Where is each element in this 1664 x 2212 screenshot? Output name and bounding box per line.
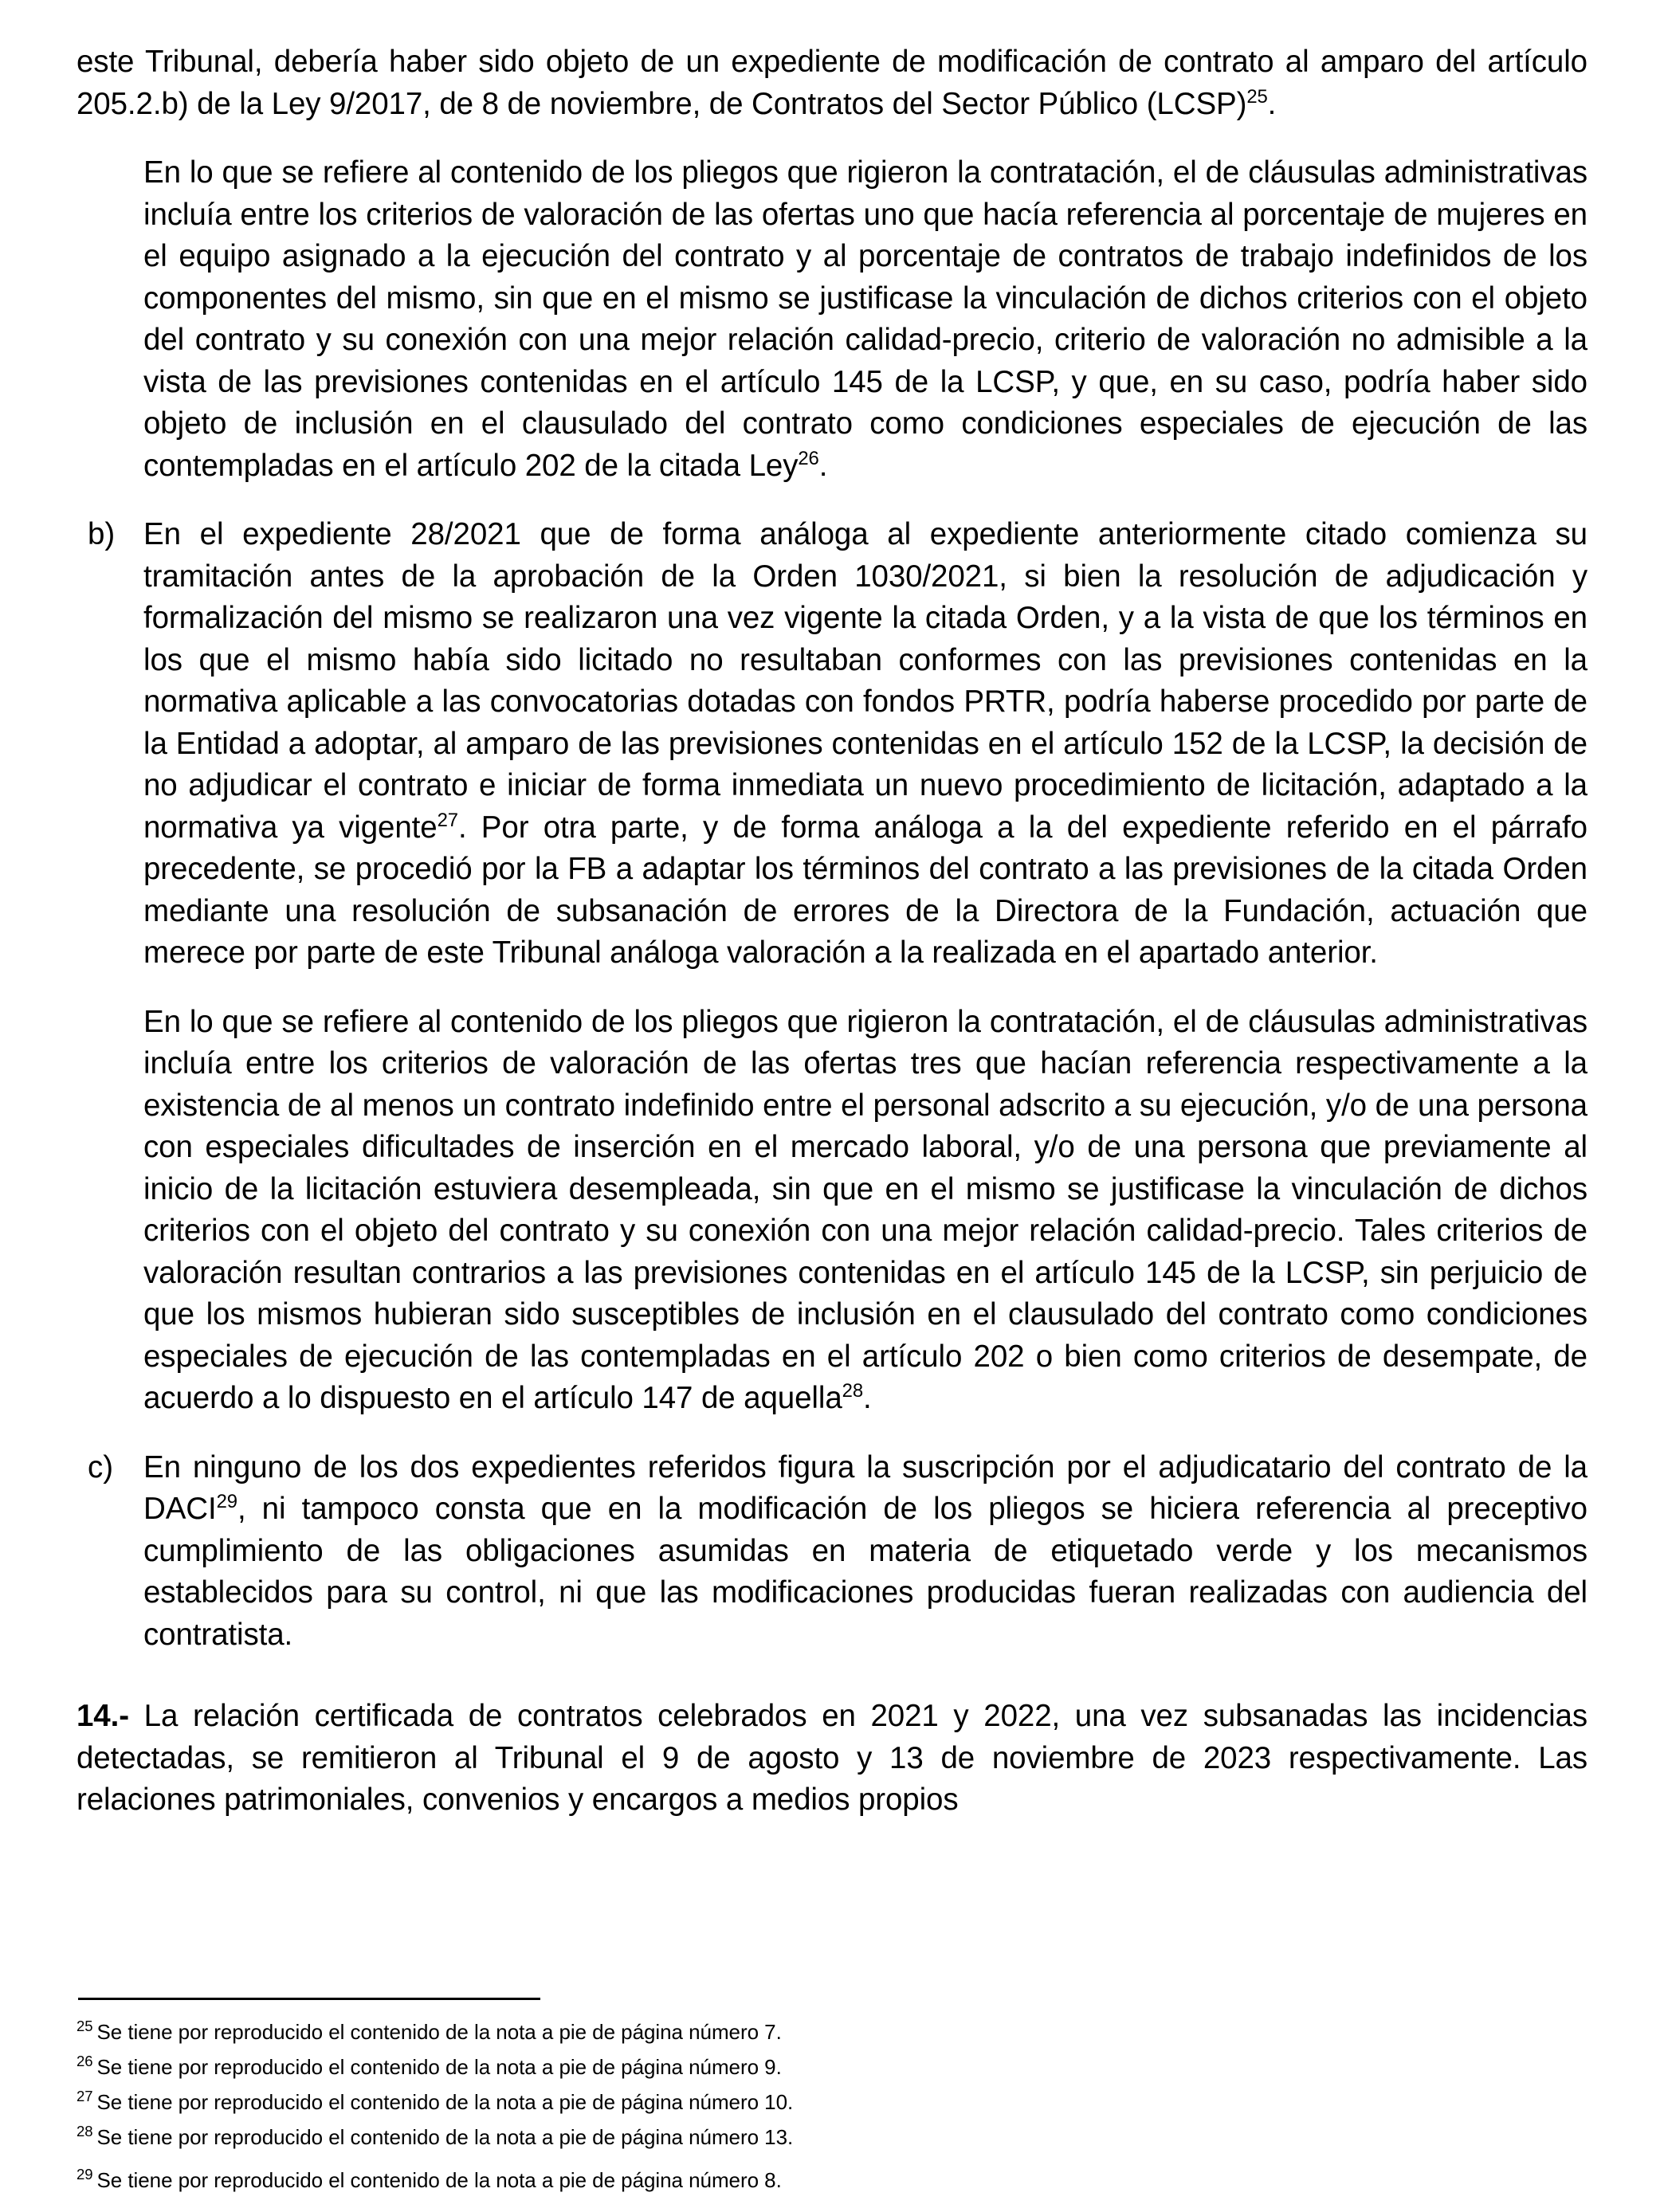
footnote-number-29: 29 [77,2166,93,2183]
footnote-number-27: 27 [77,2088,93,2105]
footnote-28 [77,2120,1587,2155]
footnote-section [77,1998,1587,2198]
footnote-27 [77,2085,1587,2120]
list-item-c [77,1447,1587,1657]
list-marker-c: c) [88,1449,114,1484]
list-b-paragraph-1 [143,514,1587,975]
footnote-text-26: Se tiene por reproducido el contenido de la nota a pie de página número 9. [96,2055,782,2079]
paragraph-14-text: La relación certificada de contratos celebrados en 2021 y 2022, una vez subsanadas las incidencias detectadas, se remitieron al Tribunal el 9 de agosto y 13 de noviembre de 2023 respectivamente. Las relaciones patrimoniales, convenios y encargos a medios propios [77,1699,1587,1817]
footnote-ref-26[interactable]: 26 [798,447,819,469]
document-body [77,41,1587,1822]
list-marker-b: b) [88,517,116,551]
list-b-paragraph-1-tail: . Por otra parte, y de forma análoga a la del expediente referido en el párrafo precedente, se procedió por la FB a adaptar los términos del contrato a las previsiones de la citada Orden mediante una resolución de subsanación de errores de la Directora de la Fundación, actuación que merece por parte de este Tribunal análoga valoración a la realizada en el apartado anterior. [143,810,1587,970]
footnote-text-27: Se tiene por reproducido el contenido de la nota a pie de página número 10. [96,2090,794,2114]
footnote-text-29: Se tiene por reproducido el contenido de la nota a pie de página número 8. [96,2168,782,2192]
paragraph-pliegos-a [143,152,1587,487]
paragraph-continuation-tail: . [1267,86,1277,121]
paragraph-pliegos-a-text: En lo que se refiere al contenido de los pliegos que rigieron la contratación, el de cláusulas administrativas incluía entre los criterios de valoración de las ofertas uno que hacía referencia al porcentaje de mujeres en el equipo asignado a la ejecución del contrato y al porcentaje de contratos de trabajo indefinidos de los componentes del mismo, sin que en el mismo se justificase la vinculación de dichos criterios con el objeto del contrato y su conexión con una mejor relación calidad-precio, criterio de valoración no admisible a la vista de las previsiones contenidas en el artículo 145 de la LCSP, y que, en su caso, podría haber sido objeto de inclusión en el clausulado del contrato como condiciones especiales de ejecución de las contempladas en el artículo 202 de la citada Ley [143,155,1587,483]
footnote-ref-25[interactable]: 25 [1246,85,1268,108]
footnote-29 [77,2163,1587,2198]
paragraph-continuation [77,41,1587,125]
footnote-26 [77,2049,1587,2085]
list-b-paragraph-1-text: En el expediente 28/2021 que de forma análoga al expediente anteriormente citado comienza su tramitación antes de la aprobación de la Orden 1030/2021, si bien la resolución de adjudicación y formalización del mismo se realizaron una vez vigente la citada Orden, y a la vista de que los términos en los que el mismo había sido licitado no resultaban conformes con las previsiones contenidas en la normativa aplicable a las convocatorias dotadas con fondos PRTR, podría haberse procedido por parte de la Entidad a adoptar, al amparo de las previsiones contenidas en el artículo 152 de la LCSP, la decisión de no adjudicar el contrato e iniciar de forma inmediata un nuevo procedimiento de licitación, adaptado a la normativa ya vigente [143,517,1587,845]
paragraph-pliegos-a-tail: . [818,448,828,483]
list-b-paragraph-2-text: En lo que se refiere al contenido de los pliegos que rigieron la contratación, el de cláusulas administrativas incluía entre los criterios de valoración de las ofertas tres que hacían referencia respectivamente a la existencia de al menos un contrato indefinido entre el personal adscrito a su ejecución, y/o de una persona con especiales dificultades de inserción en el mercado laboral, y/o de una persona que previamente al inicio de la licitación estuviera desempleada, sin que en el mismo se justificase la vinculación de dichos criterios con el objeto del contrato y su conexión con una mejor relación calidad-precio. Tales criterios de valoración resultan contrarios a las previsiones contenidas en el artículo 145 de la LCSP, sin perjuicio de que los mismos hubieran sido susceptibles de inclusión en el clausulado del contrato como condiciones especiales de ejecución de las contempladas en el artículo 202 o bien como criterios de desempate, de acuerdo a lo dispuesto en el artículo 147 de aquella [143,1004,1587,1415]
list-c-paragraph-1 [143,1447,1587,1657]
paragraph-14 [77,1696,1587,1822]
footnote-ref-29[interactable]: 29 [216,1491,237,1513]
footnote-text-28: Se tiene por reproducido el contenido de la nota a pie de página número 13. [96,2125,794,2149]
paragraph-14-number: 14.- [77,1699,129,1733]
footnote-separator-rule [78,1998,540,2000]
list-body-c [143,1447,1587,1657]
footnote-text-25: Se tiene por reproducido el contenido de la nota a pie de página número 7. [96,2020,782,2044]
list-b-paragraph-2-tail: . [863,1381,872,1415]
footnote-number-26: 26 [77,2053,93,2070]
list-item-b [77,514,1587,1420]
footnote-ref-27[interactable]: 27 [437,809,458,831]
paragraph-continuation-text: este Tribunal, debería haber sido objeto de un expediente de modificación de contrato al amparo del artículo 205.2.b) de la Ley 9/2017, de 8 de noviembre, de Contratos del Sector Público (LCSP) [77,45,1587,121]
footnote-ref-28[interactable]: 28 [842,1380,863,1402]
footnote-number-25: 25 [77,2018,93,2035]
list-b-paragraph-2 [143,1002,1587,1420]
list-c-paragraph-1-tail: , ni tampoco consta que en la modificación de los pliegos se hiciera referencia al preceptivo cumplimiento de las obligaciones asumidas en materia de etiquetado verde y los mecanismos establecidos para su control, ni que las modificaciones producidas fueran realizadas con audiencia del contratista. [143,1492,1587,1652]
footnote-number-28: 28 [77,2123,93,2140]
list-c-paragraph-1-text: En ninguno de los dos expedientes referidos figura la suscripción por el adjudicatario del contrato de la DACI [143,1449,1587,1526]
footnote-25 [77,2014,1587,2049]
list-body-b [143,514,1587,1420]
